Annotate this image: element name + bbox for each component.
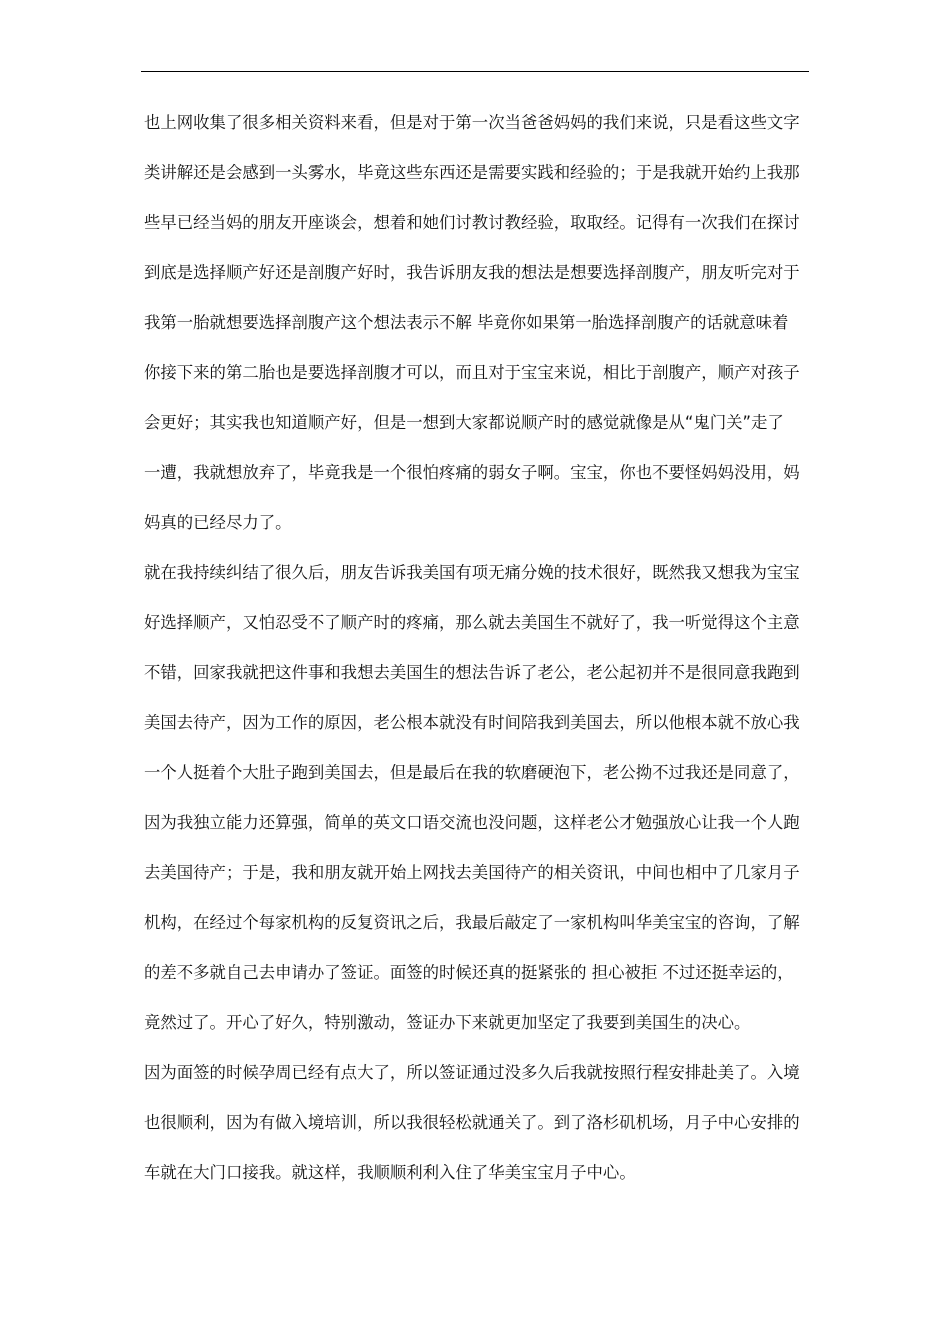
text-line: 到底是选择顺产好还是剖腹产好时，我告诉朋友我的想法是想要选择剖腹产，朋友听完对于 [144, 263, 800, 282]
text-line: 车就在大门口接我。就这样，我顺顺利利入住了华美宝宝月子中心。 [144, 1163, 636, 1182]
text-line: 因为我独立能力还算强，简单的英文口语交流也没问题，这样老公才勉强放心让我一个人跑 [144, 813, 800, 832]
text-line: 也很顺利，因为有做入境培训，所以我很轻松就通关了。到了洛杉矶机场，月子中心安排的 [144, 1113, 800, 1132]
text-line: 去美国待产；于是，我和朋友就开始上网找去美国待产的相关资讯，中间也相中了几家月子 [144, 863, 800, 882]
text-line: 你接下来的第二胎也是要选择剖腹才可以，而且对于宝宝来说，相比于剖腹产，顺产对孩子 [144, 363, 800, 382]
text-line: 机构，在经过个每家机构的反复资讯之后，我最后敲定了一家机构叫华美宝宝的咨询，了解 [144, 913, 800, 932]
text-line: 就在我持续纠结了很久后，朋友告诉我美国有项无痛分娩的技术很好，既然我又想我为宝宝 [144, 563, 800, 582]
text-line: 我第一胎就想要选择剖腹产这个想法表示不解 毕竟你如果第一胎选择剖腹产的话就意味着 [144, 313, 789, 332]
text-line: 的差不多就自己去申请办了签证。面签的时候还真的挺紧张的 担心被拒 不过还挺幸运的， [144, 963, 794, 982]
text-line: 好选择顺产，又怕忍受不了顺产时的疼痛，那么就去美国生不就好了，我一听觉得这个主意 [144, 613, 800, 632]
text-line: 妈真的已经尽力了。 [144, 513, 292, 532]
text-line: 美国去待产，因为工作的原因，老公根本就没有时间陪我到美国去，所以他根本就不放心我 [144, 713, 800, 732]
text-line: 因为面签的时候孕周已经有点大了，所以签证通过没多久后我就按照行程安排赴美了。入境 [144, 1063, 800, 1082]
text-line: 竟然过了。开心了好久，特别激动，签证办下来就更加坚定了我要到美国生的决心。 [144, 1013, 751, 1032]
text-line: 会更好；其实我也知道顺产好，但是一想到大家都说顺产时的感觉就像是从“鬼门关”走了 [144, 413, 784, 432]
text-line: 类讲解还是会感到一头雾水，毕竟这些东西还是需要实践和经验的；于是我就开始约上我那 [144, 163, 800, 182]
text-line: 不错，回家我就把这件事和我想去美国生的想法告诉了老公，老公起初并不是很同意我跑到 [144, 663, 800, 682]
text-line: 一遭，我就想放弃了，毕竟我是一个很怕疼痛的弱女子啊。宝宝，你也不要怪妈妈没用，妈 [144, 463, 800, 482]
text-line: 一个人挺着个大肚子跑到美国去，但是最后在我的软磨硬泡下，老公拗不过我还是同意了， [144, 763, 800, 782]
text-line: 也上网收集了很多相关资料来看，但是对于第一次当爸爸妈妈的我们来说，只是看这些文字 [144, 113, 800, 132]
header-rule [141, 71, 809, 72]
text-line: 些早已经当妈的朋友开座谈会，想着和她们讨教讨教经验，取取经。记得有一次我们在探讨 [144, 213, 800, 232]
